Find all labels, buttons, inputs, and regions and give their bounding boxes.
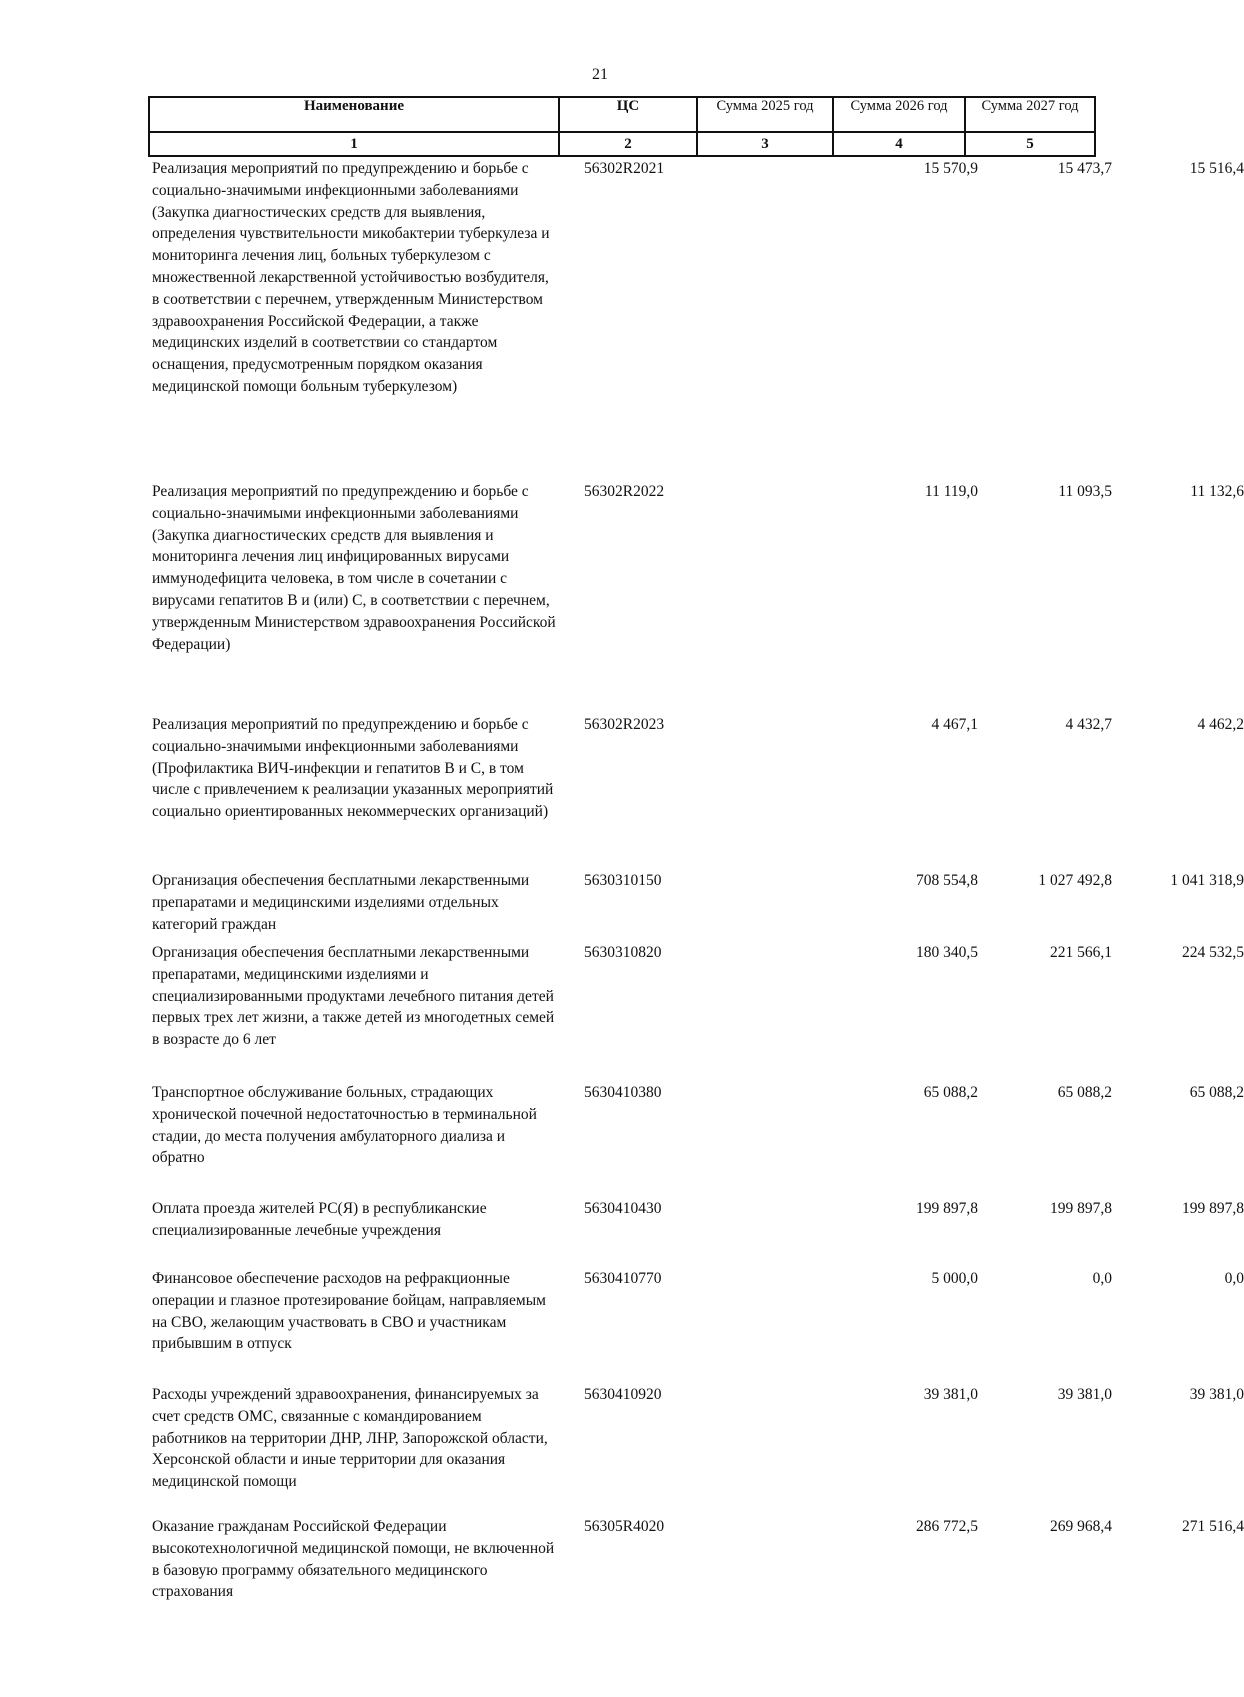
row-sum-2027: 4 462,2 [1197, 716, 1244, 733]
col-number-1: 1 [350, 136, 358, 152]
row-sum-2027: 11 132,6 [1190, 483, 1244, 500]
row-sum-2027: 15 516,4 [1189, 160, 1244, 177]
row-cs: 5630310150 [584, 872, 662, 889]
row-sum-2026: 39 381,0 [1057, 1386, 1112, 1403]
table-header [148, 96, 1096, 157]
row-name: Оплата проезда жителей РС(Я) в республиканские специализированные лечебные учреждения [152, 1200, 487, 1239]
row-sum-2025: 39 381,0 [923, 1386, 978, 1403]
row-sum-2026: 4 432,7 [1065, 716, 1112, 733]
row-name: Реализация мероприятий по предупреждению и борьбе с социально-значимыми инфекционными заболеваниями (Профилактика ВИЧ-инфекции и гепатитов В и С, в том числе с привлечением к реализации указанных мероприятий социально ориентированных некоммерческих организаций) [152, 716, 554, 821]
row-sum-2027: 224 532,5 [1182, 944, 1244, 961]
row-name: Расходы учреждений здравоохранения, финансируемых за счет средств ОМС, связанные с командированием работников на территории ДНР, ЛНР, Запорожской области, Херсонской области и иные территории для оказания медицинской помощи [152, 1386, 548, 1491]
header-bottom-border [148, 155, 1096, 157]
row-sum-2025: 11 119,0 [924, 483, 978, 500]
row-sum-2025: 5 000,0 [931, 1270, 978, 1287]
header-name: Наименование [304, 98, 404, 114]
row-cs: 56302R2023 [584, 716, 665, 733]
row-sum-2026: 65 088,2 [1057, 1084, 1112, 1101]
row-sum-2026: 15 473,7 [1057, 160, 1112, 177]
row-sum-2027: 199 897,8 [1182, 1200, 1244, 1217]
row-sum-2026: 269 968,4 [1050, 1518, 1112, 1535]
header-cs: ЦС [616, 98, 640, 114]
row-sum-2027: 0,0 [1224, 1270, 1244, 1287]
row-sum-2025: 286 772,5 [916, 1518, 978, 1535]
row-cs: 5630410380 [584, 1084, 662, 1101]
header-mid-border [148, 131, 1096, 133]
row-name: Транспортное обслуживание больных, страдающих хронической почечной недостаточностью в терминальной стадии, до места получения амбулаторного диализа и обратно [152, 1084, 537, 1167]
col-number-4: 4 [895, 136, 903, 152]
row-cs: 5630310820 [584, 944, 662, 961]
row-name: Организация обеспечения бесплатными лекарственными препаратами и медицинскими изделиями отдельных категорий граждан [152, 872, 530, 933]
row-sum-2025: 708 554,8 [916, 872, 978, 889]
row-cs: 56302R2021 [584, 160, 665, 177]
row-name: Реализация мероприятий по предупреждению и борьбе с социально-значимыми инфекционными заболеваниями (Закупка диагностических средств для выявления, определения чувствительности микобактерии туберкулеза и мониторинга лечения лиц, больных туберкулезом с множественной лекарственной устойчивостью возбудителя, в соответствии с перечнем, утвержденным Министерством здравоохранения Российской Федерации, а также медицинских изделий в соответствии со стандартом оснащения, предусмотренным порядком оказания медицинской помощи больным туберкулезом) [152, 160, 550, 395]
row-sum-2025: 180 340,5 [916, 944, 978, 961]
row-name: Организация обеспечения бесплатными лекарственными препаратами, медицинскими изделиями и специализированными продуктами лечебного питания детей первых трех лет жизни, а также детей из многодетных семей в возрасте до 6 лет [152, 944, 555, 1049]
row-sum-2027: 1 041 318,9 [1170, 872, 1244, 889]
row-sum-2026: 11 093,5 [1058, 483, 1112, 500]
row-name: Реализация мероприятий по предупреждению и борьбе с социально-значимыми инфекционными заболеваниями (Закупка диагностических средств для выявления и мониторинга лечения лиц инфицированных вирусами иммунодефицита человека, в том числе в сочетании с вирусами гепатитов В и (или) С, в соответствии с перечнем, утвержденным Министерством здравоохранения Российской Федерации) [152, 483, 556, 653]
col-number-5: 5 [1026, 136, 1034, 152]
row-sum-2025: 199 897,8 [916, 1200, 978, 1217]
col-number-2: 2 [624, 136, 632, 152]
header-2027: Сумма 2027 год [981, 98, 1079, 114]
row-cs: 56302R2022 [584, 483, 665, 500]
row-cs: 56305R4020 [584, 1518, 665, 1535]
col-number-3: 3 [761, 136, 769, 152]
row-sum-2025: 4 467,1 [931, 716, 978, 733]
row-cs: 5630410770 [584, 1270, 662, 1287]
col-divider-right [1094, 96, 1096, 157]
row-sum-2027: 65 088,2 [1189, 1084, 1244, 1101]
row-name: Финансовое обеспечение расходов на рефракционные операции и глазное протезирование бойцам, направляемым на СВО, желающим участвовать в СВО и участникам прибывшим в отпуск [152, 1270, 546, 1353]
row-sum-2026: 1 027 492,8 [1038, 872, 1112, 889]
row-sum-2027: 271 516,4 [1182, 1518, 1244, 1535]
header-2026: Сумма 2026 год [850, 98, 948, 114]
row-sum-2027: 39 381,0 [1189, 1386, 1244, 1403]
row-name: Оказание гражданам Российской Федерации высокотехнологичной медицинской помощи, не включенной в базовую программу обязательного медицинского страхования [152, 1518, 555, 1601]
row-sum-2025: 15 570,9 [923, 160, 978, 177]
row-cs: 5630410920 [584, 1386, 662, 1403]
header-2025: Сумма 2025 год [716, 98, 814, 114]
row-sum-2025: 65 088,2 [923, 1084, 978, 1101]
row-sum-2026: 221 566,1 [1050, 944, 1112, 961]
row-sum-2026: 199 897,8 [1050, 1200, 1112, 1217]
page-number: 21 [592, 66, 608, 83]
row-cs: 5630410430 [584, 1200, 662, 1217]
row-sum-2026: 0,0 [1092, 1270, 1112, 1287]
